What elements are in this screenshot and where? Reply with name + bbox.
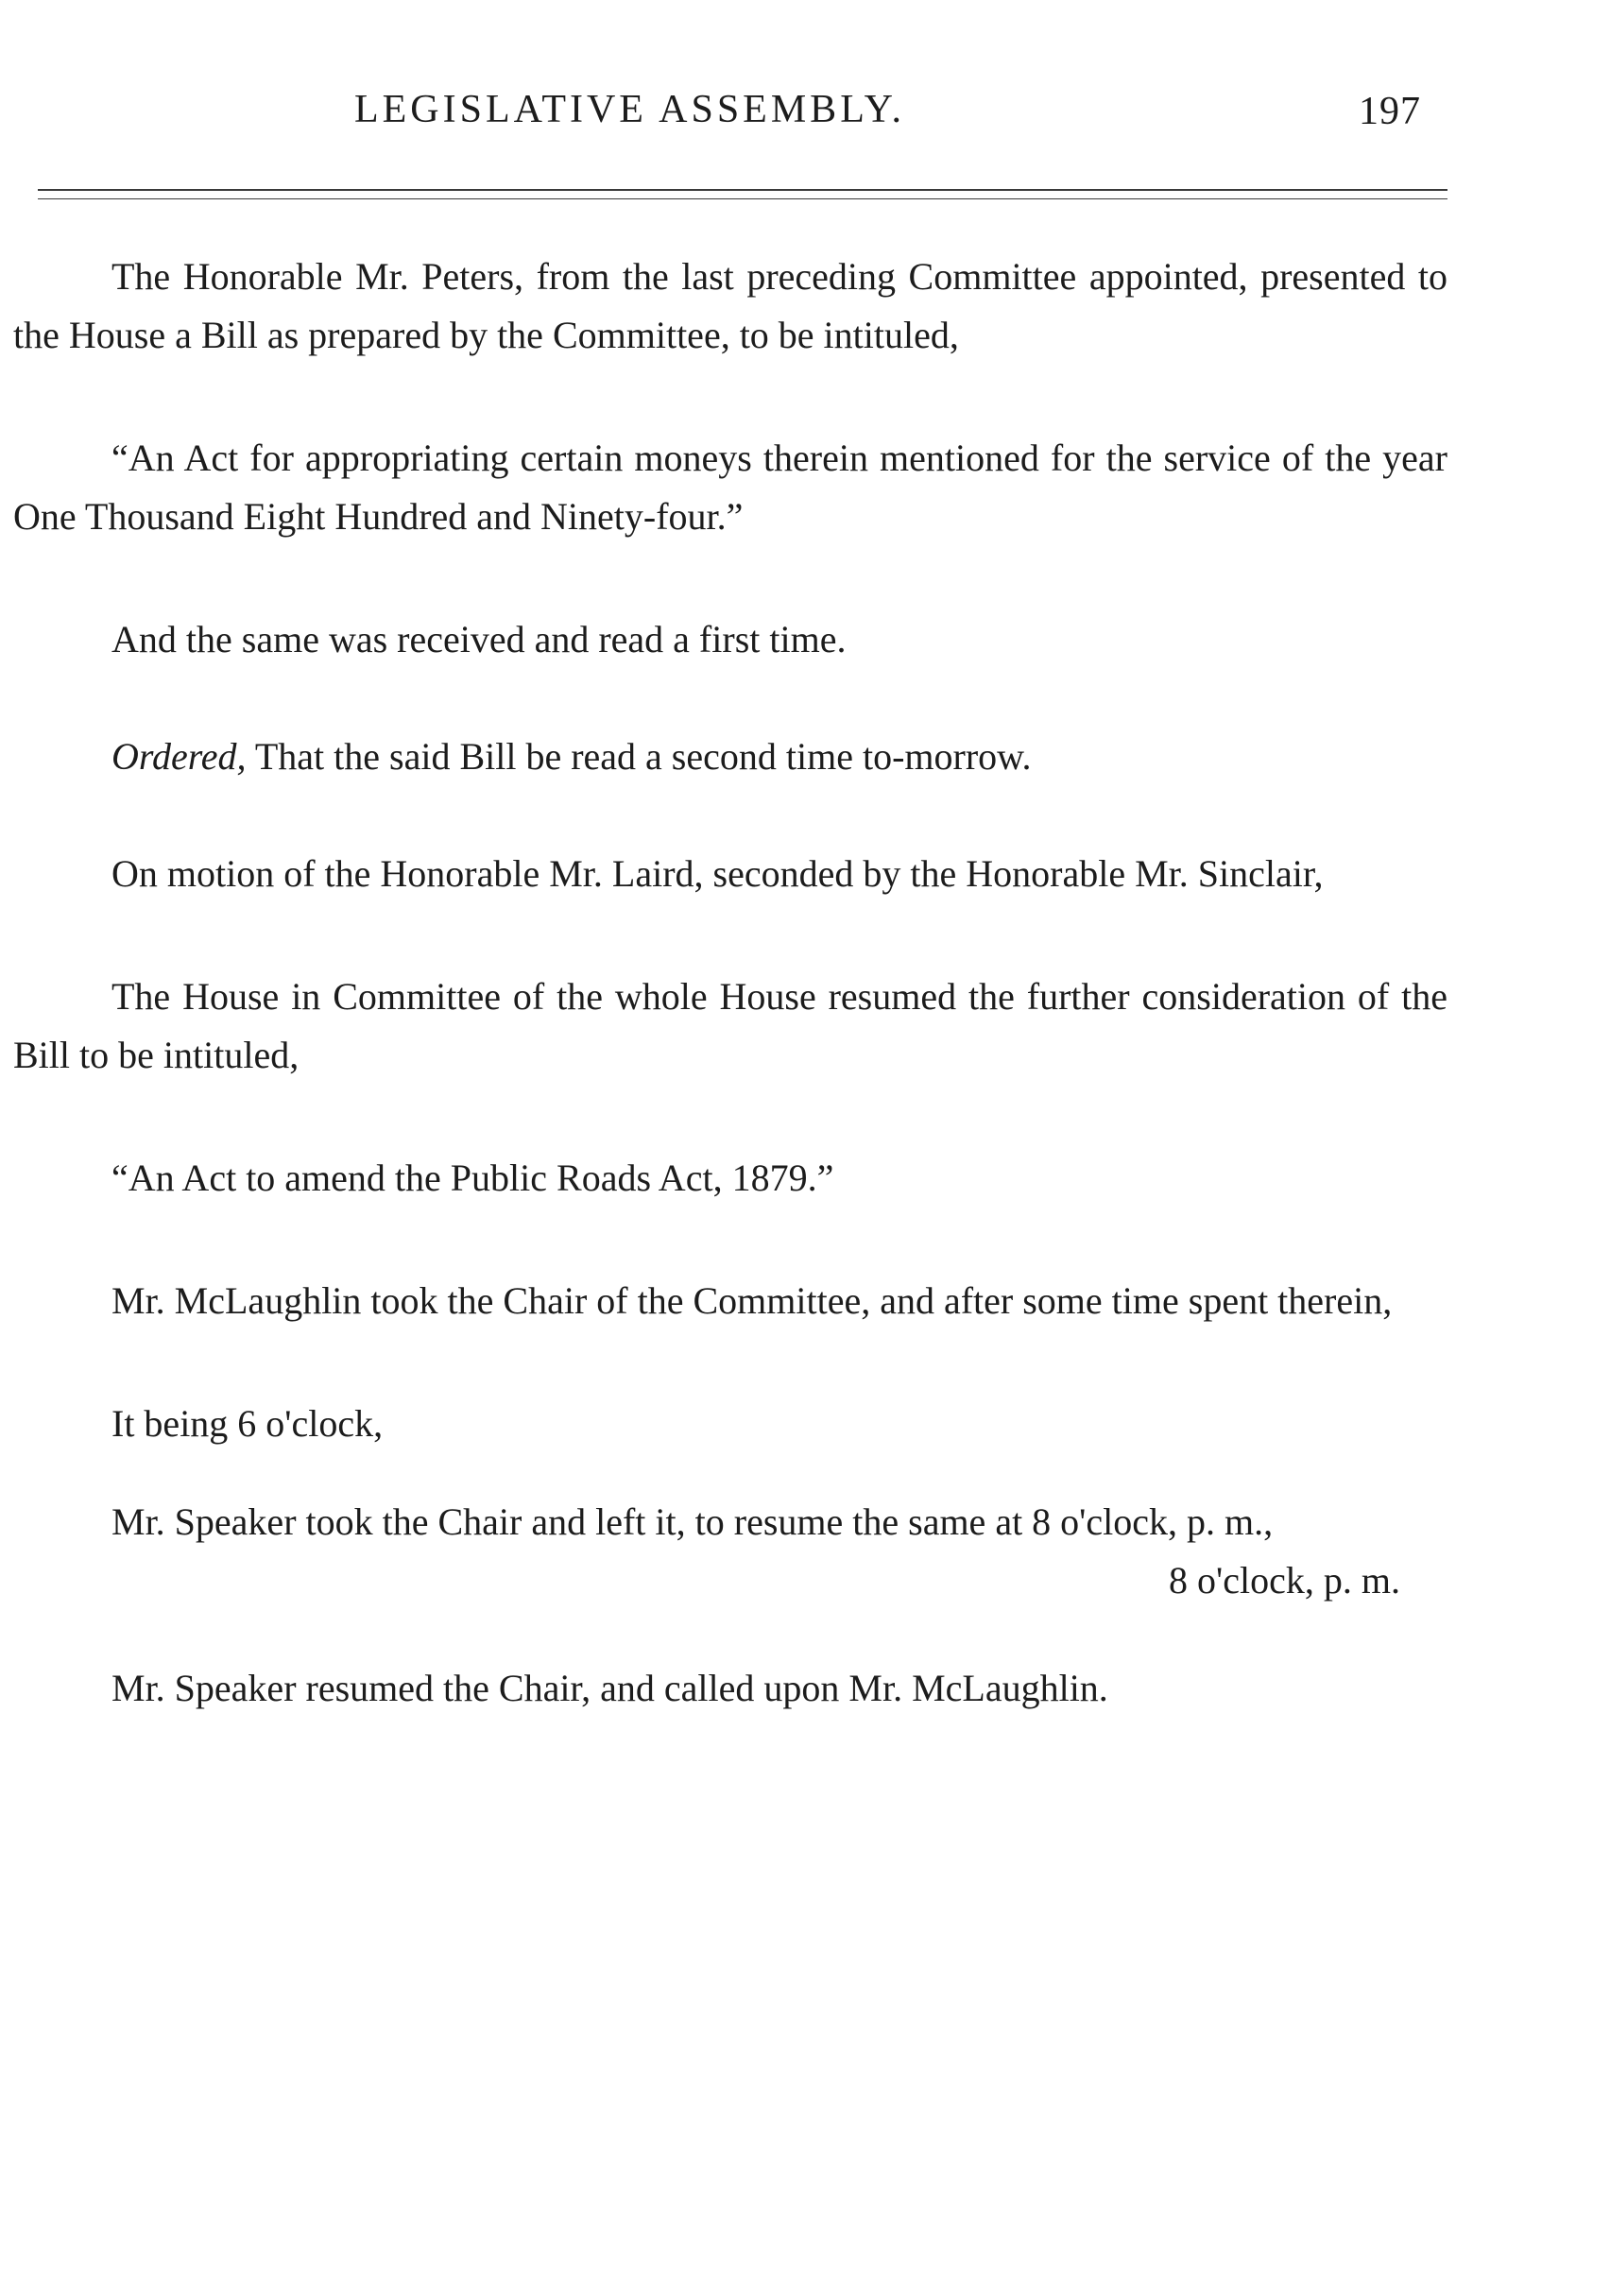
paragraph-first-reading: And the same was received and read a first time.: [111, 618, 847, 660]
paragraph-bill-presented: The Honorable Mr. Peters, from the last preceding Committee appointed, presented to the House a Bill as prepared by the Committee, to be intituled,: [13, 255, 1447, 356]
paragraph-committee-whole: The House in Committee of the whole House resumed the further consideration of the Bill to be intituled,: [13, 975, 1447, 1076]
ordered-text: That the said Bill be read a second time to-morrow.: [254, 735, 1032, 778]
bill-title-appropriation: “An Act for appropriating certain moneys therein mentioned for the service of the year One Thousand Eight Hundred and Ninety-four.”: [13, 437, 1447, 538]
paragraph-ordered: [13, 728, 1447, 786]
paragraph-chair-taken: Mr. McLaughlin took the Chair of the Committee, and after some time spent therein,: [111, 1279, 1393, 1322]
page-header: [0, 87, 1610, 144]
time-marker: 8 o'clock, p. m.: [1169, 1559, 1400, 1602]
ordered-label: Ordered,: [111, 735, 247, 778]
page-number: 197: [1359, 90, 1421, 133]
paragraph-motion: On motion of the Honorable Mr. Laird, seconded by the Honorable Mr. Sinclair,: [111, 852, 1324, 895]
paragraph-speaker-left: Mr. Speaker took the Chair and left it, to resume the same at 8 o'clock, p. m.,: [111, 1500, 1274, 1543]
bill-title-public-roads: “An Act to amend the Public Roads Act, 1879.”: [111, 1157, 834, 1199]
header-rule-thin: [38, 198, 1447, 199]
paragraph-speaker-resumed: Mr. Speaker resumed the Chair, and called upon Mr. McLaughlin.: [111, 1667, 1108, 1709]
paragraph-six-oclock: It being 6 o'clock,: [111, 1402, 384, 1445]
running-title: LEGISLATIVE ASSEMBLY.: [354, 88, 906, 131]
header-rule: [38, 189, 1447, 191]
body-text: [13, 248, 1447, 1718]
